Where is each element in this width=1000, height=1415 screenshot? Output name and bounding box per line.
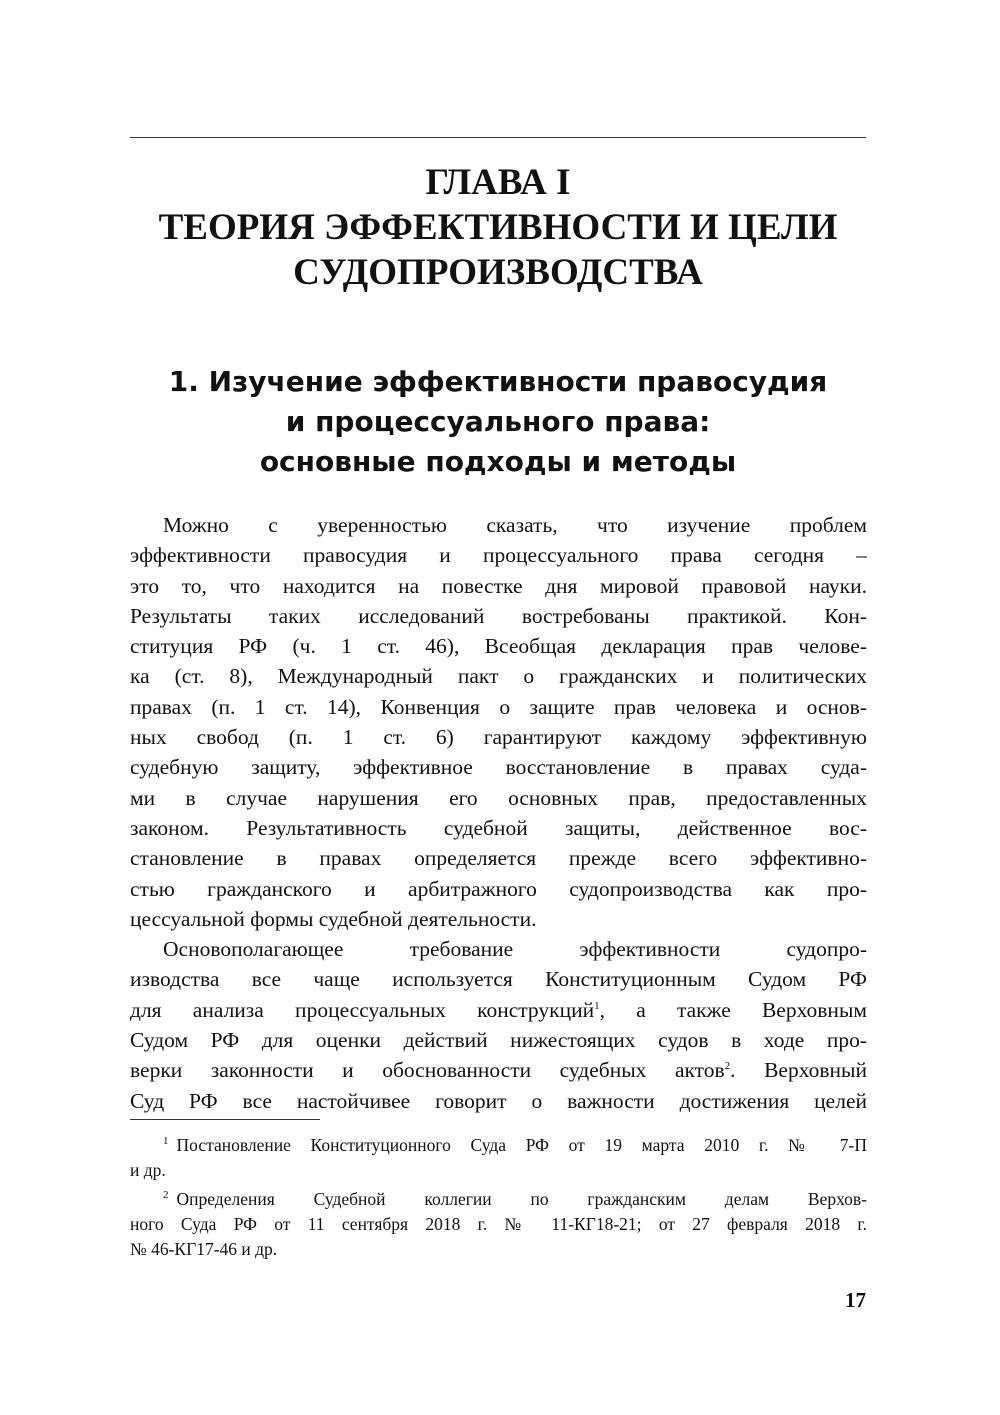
text-line: законом. Результативность судебной защиты, действенное вос- — [130, 815, 867, 840]
text-line: Можно с уверенностью сказать, что изучение проблем — [163, 513, 867, 537]
text-line: ми в случае нарушения его основных прав, предоставленных — [130, 785, 867, 810]
footnote-separator — [130, 1119, 320, 1120]
section-title-line-1: 1. Изучение эффективности правосудия — [168, 365, 828, 398]
footnote-line: ного Суда РФ от 11 сентября 2018 г. № 11-КГ18-21; от 27 февраля 2018 г. — [130, 1214, 867, 1234]
text-line: Суд РФ все настойчивее говорит о важности достижения целей — [130, 1088, 867, 1113]
footnote-line — [130, 1133, 867, 1158]
text-line: Основополагающее требование эффективности судопро- — [163, 937, 867, 962]
footnote-line — [130, 1187, 867, 1212]
text-line: изводства все чаще используется Конституционным Судом РФ — [130, 967, 867, 992]
footnote-text: Постановление Конституционного Суда РФ от 19 марта 2010 г. № 7-П — [176, 1135, 867, 1155]
chapter-title-line-1: ТЕОРИЯ ЭФФЕКТИВНОСТИ И ЦЕЛИ — [158, 207, 838, 248]
footnotes — [130, 1133, 867, 1266]
footnote-reference[interactable]: 2 — [724, 1060, 731, 1073]
chapter-heading — [130, 160, 866, 295]
footnote-text: Определения Судебной коллегии по гражданским делам Верхов- — [176, 1189, 867, 1209]
section-title-line-3: основные подходы и методы — [259, 445, 737, 478]
paragraph-2 — [130, 934, 867, 1116]
text-line: Судом РФ для оценки действий нижестоящих судов в ходе про- — [130, 1028, 867, 1053]
paragraph-1 — [130, 510, 867, 934]
text-line: судебную защиту, эффективное восстановление в правах суда- — [130, 755, 867, 780]
text-line: правах (п. 1 ст. 14), Конвенция о защите прав человека и основ- — [130, 694, 867, 719]
footnote-line: и др. — [130, 1160, 166, 1180]
text-line: Результаты таких исследований востребованы практикой. Кон- — [130, 603, 867, 628]
chapter-label: ГЛАВА I — [425, 162, 571, 203]
body-text — [130, 510, 867, 1116]
footnote-2 — [130, 1187, 867, 1262]
text-line: эффективности правосудия и процессуального права сегодня – — [130, 543, 867, 568]
header-rule — [130, 137, 866, 138]
page-number: 17 — [845, 1288, 866, 1312]
text-line: стью гражданского и арбитражного судопроизводства как про- — [130, 876, 867, 901]
chapter-title-line-2: СУДОПРОИЗВОДСТВА — [293, 252, 703, 293]
footnote-number: 1 — [163, 1135, 169, 1148]
text-segment: для анализа процессуальных конструкций — [130, 997, 595, 1022]
text-line: становление в правах определяется прежде всего эффективно- — [130, 846, 867, 871]
text-line: ституция РФ (ч. 1 ст. 46), Всеобщая декларация прав челове- — [130, 634, 867, 659]
text-segment: верки законности и обоснованности судебных актов — [130, 1058, 725, 1083]
section-title-line-2: и процессуального права: — [285, 405, 711, 438]
text-line: это то, что находится на повестке дня мировой правовой науки. — [130, 573, 867, 598]
footnote-1 — [130, 1133, 867, 1183]
section-heading — [130, 362, 866, 482]
text-segment: . Верховный — [730, 1058, 867, 1083]
text-line: ных свобод (п. 1 ст. 6) гарантируют каждому эффективную — [130, 725, 867, 750]
footnote-line: № 46-КГ17-46 и др. — [130, 1239, 278, 1259]
text-segment: , а также Верховным — [599, 997, 867, 1022]
text-line-with-footnote — [130, 995, 867, 1025]
text-line: ка (ст. 8), Международный пакт о гражданских и политических — [130, 664, 867, 689]
text-line: цессуальной формы судебной деятельности. — [130, 906, 537, 931]
footnote-reference[interactable]: 1 — [594, 999, 600, 1012]
text-line-with-footnote — [130, 1055, 867, 1085]
footnote-number: 2 — [163, 1189, 169, 1202]
